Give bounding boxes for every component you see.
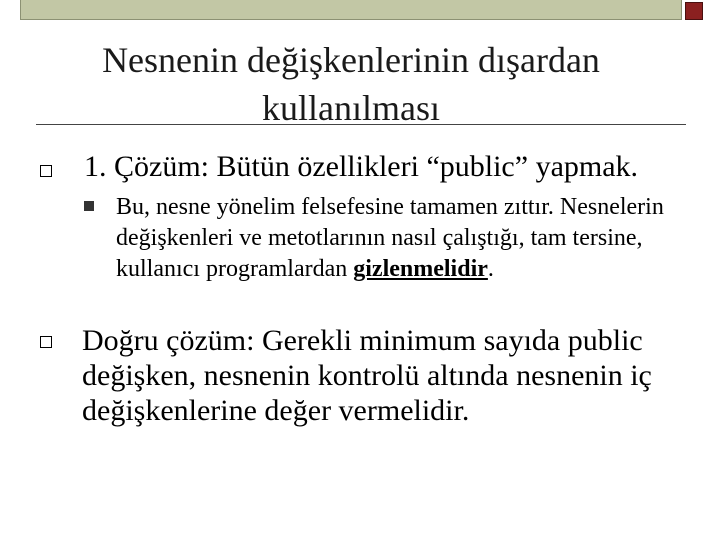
sub-bullet-emphasis: gizlenmelidir — [353, 256, 488, 282]
sub-bullet-text-main: Bu, nesne yönelim felsefesine tamamen zıttır. Nesnelerin değişkenleri ve metotlarının nasıl çalıştığı, tam tersine, kullanıcı programlardan — [116, 194, 664, 282]
sub-bullet-text-end: . — [487, 256, 494, 282]
top-decor-bar — [20, 0, 682, 20]
corner-decor-square — [685, 2, 703, 20]
title-divider — [36, 124, 686, 125]
hollow-square-bullet-icon — [40, 165, 52, 177]
solid-square-bullet-icon — [84, 201, 94, 211]
bullet-2-text: Doğru çözüm: Gerekli minimum sayıda public değişken, nesnenin kontrolü altında nesnenin iç değişkenlerine değer vermelidir. — [82, 324, 652, 427]
sub-bullet-text — [116, 192, 676, 285]
slide-title: Nesnenin değişkenlerinin dışardan kullanılması — [102, 40, 600, 128]
bullet-1-text: 1. Çözüm: Bütün özellikleri “public” yapmak. — [84, 150, 639, 183]
hollow-square-bullet-icon — [40, 336, 52, 348]
